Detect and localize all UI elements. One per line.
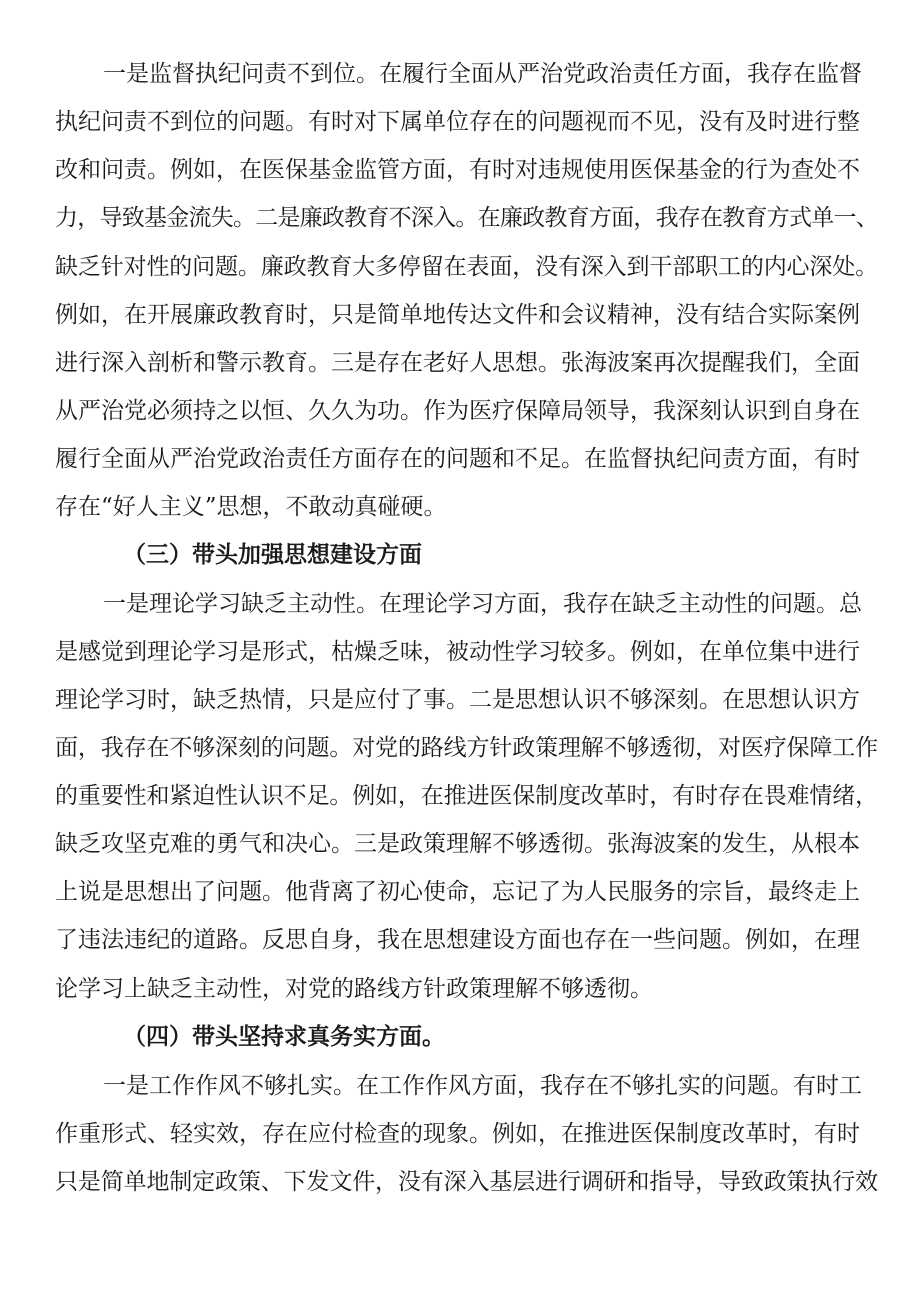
para-line: 上说是思想出了问题。他背离了初心使命，忘记了为人民服务的宗旨，最终走上: [55, 879, 860, 905]
para-line: 进行深入剖析和警示教育。三是存在老好人思想。张海波案再次提醒我们，全面: [55, 350, 860, 376]
para-line: 一是监督执纪问责不到位。在履行全面从严治党政治责任方面，我存在监督: [103, 61, 862, 87]
para-line: 存在“好人主义”思想，不敢动真碰硬。: [55, 494, 447, 520]
para-line: 作重形式、轻实效，存在应付检查的现象。例如，在推进医保制度改革时，有时: [55, 1121, 860, 1147]
para-line: 缺乏针对性的问题。廉政教育大多停留在表面，没有深入到干部职工的内心深处。: [55, 254, 879, 280]
para-line: 理论学习时，缺乏热情，只是应付了事。二是思想认识不够深刻。在思想认识方: [55, 687, 860, 713]
para-line: 例如，在开展廉政教育时，只是简单地传达文件和会议精神，没有结合实际案例: [55, 302, 860, 328]
para-line: 缺乏攻坚克难的勇气和决心。三是政策理解不够透彻。张海波案的发生，从根本: [55, 831, 860, 857]
para-line: 履行全面从严治党政治责任方面存在的问题和不足。在监督执纪问责方面，有时: [55, 446, 860, 472]
para-line: 了违法违纪的道路。反思自身，我在思想建设方面也存在一些问题。例如，在理: [55, 927, 860, 953]
section-heading-3: （三）带头加强思想建设方面: [123, 541, 422, 568]
para-line: 一是工作作风不够扎实。在工作作风方面，我存在不够扎实的问题。有时工: [103, 1073, 862, 1099]
section-heading-4: （四）带头坚持求真务实方面。: [123, 1023, 445, 1050]
para-line: 的重要性和紧迫性认识不足。例如，在推进医保制度改革时，有时存在畏难情绪，: [55, 783, 879, 809]
para-line: 只是简单地制定政策、下发文件，没有深入基层进行调研和指导，导致政策执行效: [55, 1169, 879, 1195]
para-line: 论学习上缺乏主动性，对党的路线方针政策理解不够透彻。: [55, 976, 653, 1002]
para-line: 是感觉到理论学习是形式，枯燥乏味，被动性学习较多。例如，在单位集中进行: [55, 639, 860, 665]
para-line: 改和问责。例如，在医保基金监管方面，有时对违规使用医保基金的行为查处不: [55, 157, 860, 183]
para-line: 执纪问责不到位的问题。有时对下属单位存在的问题视而不见，没有及时进行整: [55, 109, 860, 135]
para-line: 力，导致基金流失。二是廉政教育不深入。在廉政教育方面，我存在教育方式单一、: [55, 205, 879, 231]
para-line: 从严治党必须持之以恒、久久为功。作为医疗保障局领导，我深刻认识到自身在: [55, 398, 860, 424]
para-line: 一是理论学习缺乏主动性。在理论学习方面，我存在缺乏主动性的问题。总: [103, 591, 862, 617]
para-line: 面，我存在不够深刻的问题。对党的路线方针政策理解不够透彻，对医疗保障工作: [55, 735, 879, 761]
